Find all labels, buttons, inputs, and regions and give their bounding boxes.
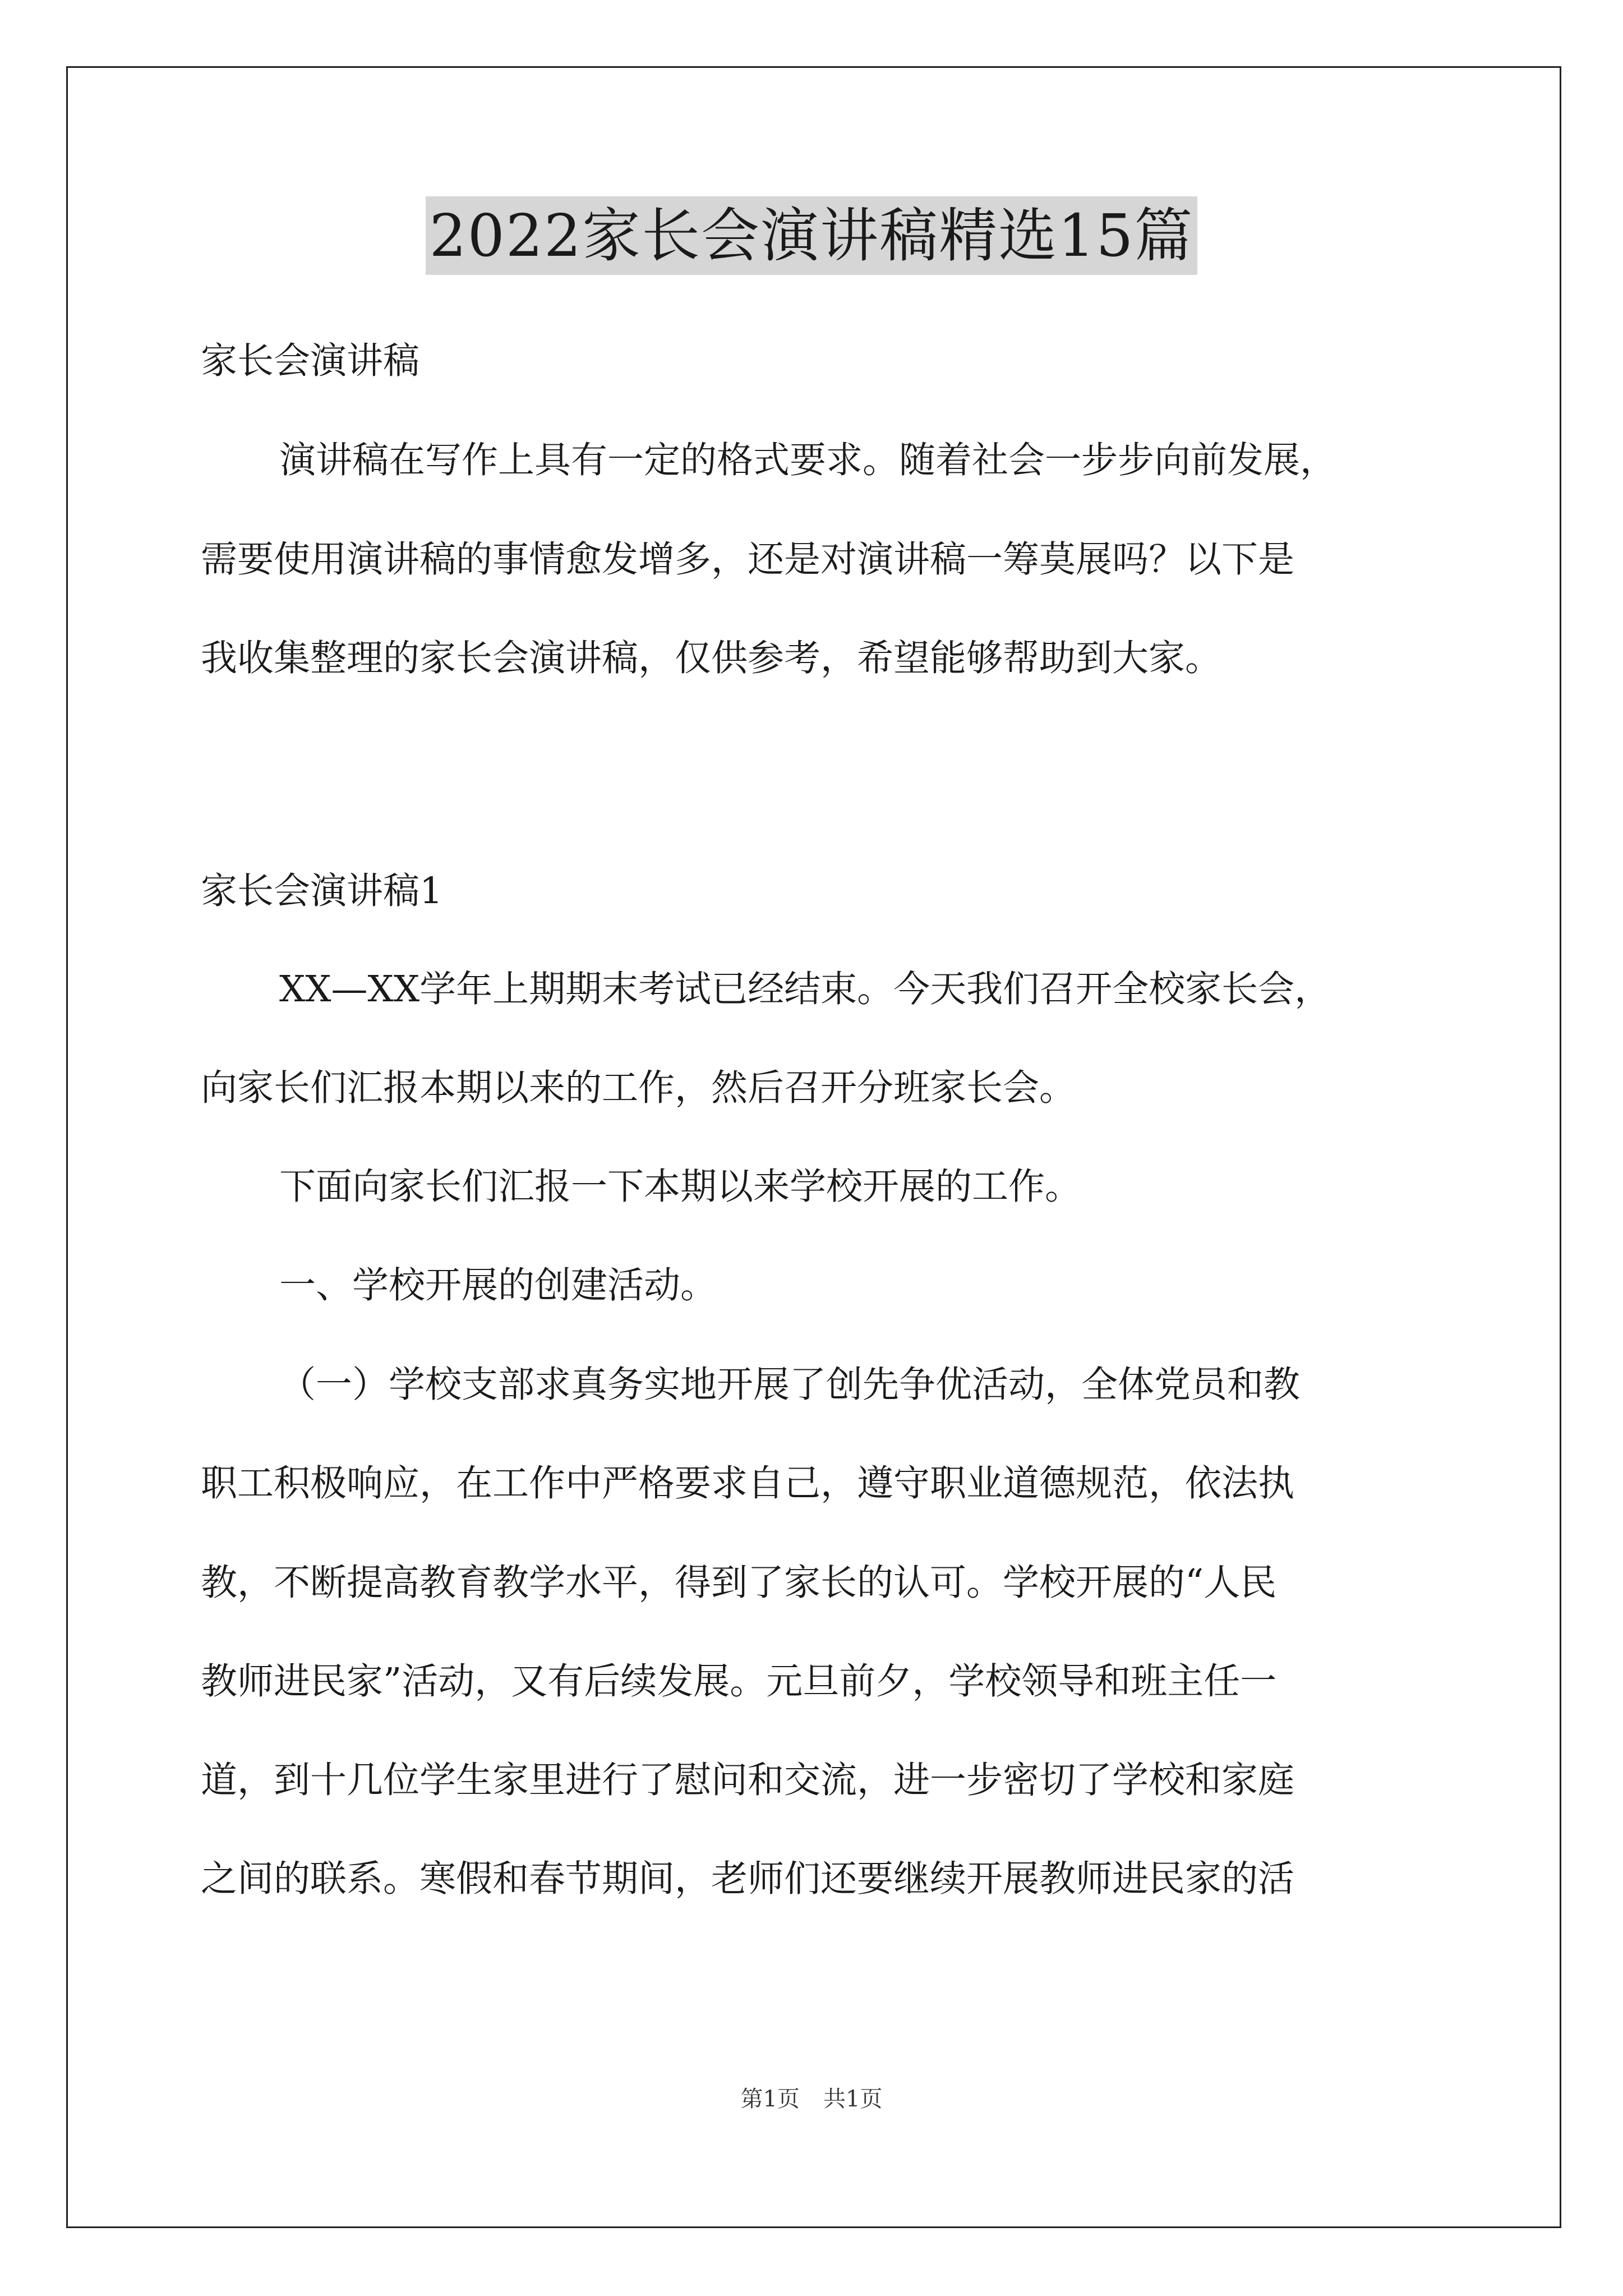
paragraph-line: 之间的联系。寒假和春节期间，老师们还要继续开展教师进民家的活: [201, 1858, 1295, 1900]
paragraph-line: 需要使用演讲稿的事情愈发增多，还是对演讲稿一筹莫展吗？以下是: [201, 539, 1295, 581]
paragraph-line: 演讲稿在写作上具有一定的格式要求。随着社会一步步向前发展，: [279, 439, 1337, 481]
page-number: 第1页: [740, 2086, 800, 2112]
paragraph-line: 向家长们汇报本期以来的工作，然后召开分班家长会。: [201, 1067, 1076, 1109]
paragraph-line: 我收集整理的家长会演讲稿，仅供参考，希望能够帮助到大家。: [201, 637, 1222, 679]
paragraph-line: XX—XX学年上期期末考试已经结束。今天我们召开全校家长会，: [279, 968, 1331, 1010]
paragraph-line: 职工积极响应，在工作中严格要求自己，遵守职业道德规范，依法执: [201, 1462, 1295, 1504]
paragraph-line: 道，到十几位学生家里进行了慰问和交流，进一步密切了学校和家庭: [201, 1759, 1295, 1801]
section-heading: 家长会演讲稿: [201, 340, 420, 382]
paragraph-line: 一、学校开展的创建活动。: [279, 1264, 717, 1306]
paragraph-line: 教师进民家”活动，又有后续发展。元旦前夕，学校领导和班主任一: [201, 1660, 1277, 1703]
paragraph-line: 下面向家长们汇报一下本期以来学校开展的工作。: [279, 1166, 1082, 1208]
page-footer: [0, 2082, 1623, 2116]
document-title: 2022家长会演讲稿精选15篇: [426, 196, 1197, 275]
paragraph-line: 教，不断提高教育教学水平，得到了家长的认可。学校开展的“人民: [201, 1562, 1277, 1604]
paragraph-line: （一）学校支部求真务实地开展了创先争优活动，全体党员和教: [279, 1364, 1301, 1406]
page-total: 共1页: [823, 2086, 883, 2112]
title-container: [0, 196, 1623, 275]
section-heading: 家长会演讲稿1: [201, 870, 443, 912]
